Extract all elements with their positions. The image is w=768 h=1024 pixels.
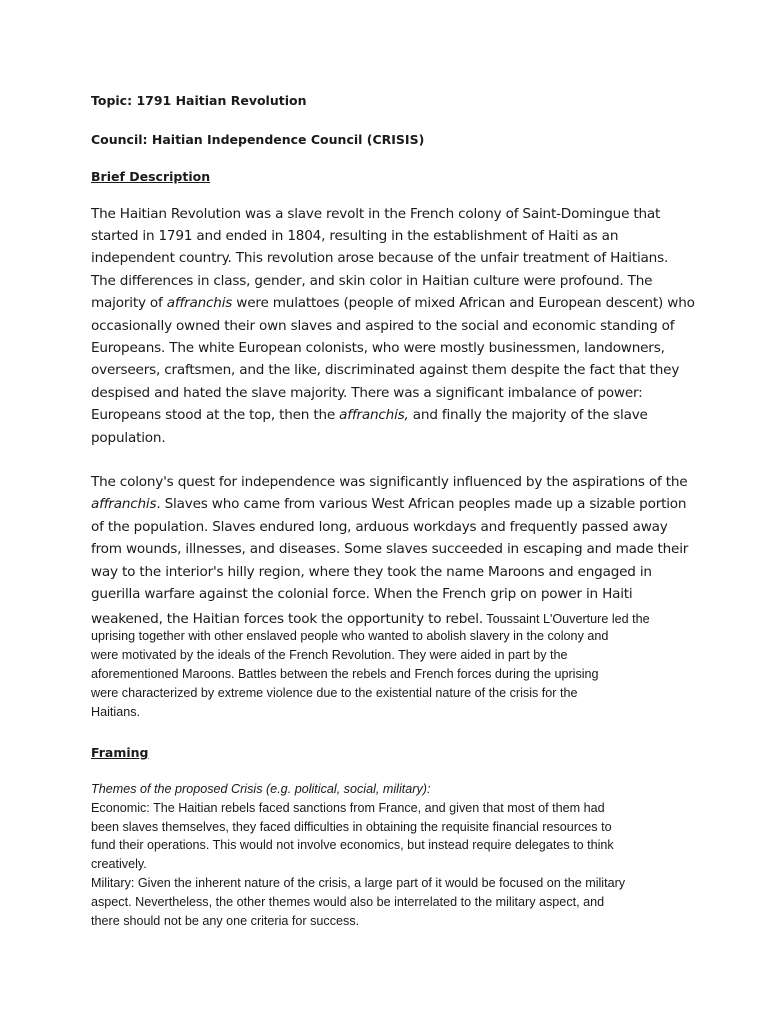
text-run: majority of xyxy=(91,295,167,311)
p2-line: The colony's quest for independence was significantly influenced by the aspirations of the xyxy=(91,474,688,490)
economic-line: creatively. xyxy=(91,857,147,871)
italic-term: affranchis xyxy=(166,295,233,311)
military-line: Military: Given the inherent nature of the crisis, a large part of it would be focused on the military xyxy=(91,876,626,890)
p1-line: overseers, craftsmen, and the like, discriminated against them despite the fact that they xyxy=(91,362,680,378)
brief-description-heading: Brief Description xyxy=(91,169,211,184)
p1-line: The Haitian Revolution was a slave revolt in the French colony of Saint-Domingue that xyxy=(91,206,661,222)
p1-line xyxy=(91,407,648,423)
italic-term: affranchis xyxy=(91,496,157,512)
text-run: were mulattoes (people of mixed African and European descent) who xyxy=(232,295,695,311)
themes-line: Themes of the proposed Crisis (e.g. political, social, military): xyxy=(91,782,431,796)
p1-line: started in 1791 and ended in 1804, resulting in the establishment of Haiti as an xyxy=(91,228,619,244)
p2-line: from wounds, illnesses, and diseases. Some slaves succeeded in escaping and made their xyxy=(91,541,689,557)
p1-line: Europeans. The white European colonists, who were mostly businessmen, landowners, xyxy=(91,340,665,356)
military-line: there should not be any one criteria for success. xyxy=(91,914,360,928)
framing-heading: Framing xyxy=(91,745,149,760)
italic-term: affranchis, xyxy=(339,407,409,423)
p2-line: were characterized by extreme violence due to the existential nature of the crisis for the xyxy=(91,686,578,700)
p2-line: way to the interior's hilly region, where they took the name Maroons and engaged in xyxy=(91,564,652,580)
military-line: aspect. Nevertheless, the other themes would also be interrelated to the military aspect, and xyxy=(91,895,605,909)
p2-line xyxy=(91,496,686,512)
economic-line: Economic: The Haitian rebels faced sanctions from France, and given that most of them had xyxy=(91,801,605,815)
p1-line: despised and hated the slave majority. There was a significant imbalance of power: xyxy=(91,385,643,401)
p2-line: aforementioned Maroons. Battles between the rebels and French forces during the uprising xyxy=(91,667,599,681)
text-run: . Slaves who came from various West African peoples made up a sizable portion xyxy=(156,496,687,512)
p1-line: independent country. This revolution arose because of the unfair treatment of Haitians. xyxy=(91,250,669,266)
economic-line: fund their operations. This would not involve economics, but instead require delegates to think xyxy=(91,838,614,852)
text-run: and finally the majority of the slave xyxy=(408,407,648,423)
p2-line: were motivated by the ideals of the French Revolution. They were aided in part by the xyxy=(91,648,568,662)
p2-line xyxy=(91,608,650,627)
council-line: Council: Haitian Independence Council (CRISIS) xyxy=(91,132,425,147)
economic-line: been slaves themselves, they faced difficulties in obtaining the requisite financial resources to xyxy=(91,820,612,834)
text-run: Europeans stood at the top, then the xyxy=(91,407,340,423)
p1-line: population. xyxy=(91,430,166,446)
p1-line: The differences in class, gender, and skin color in Haitian culture were profound. The xyxy=(91,273,653,289)
p2-line: of the population. Slaves endured long, arduous workdays and frequently passed away xyxy=(91,519,668,535)
p2-line: Haitians. xyxy=(91,705,140,719)
topic-line: Topic: 1791 Haitian Revolution xyxy=(91,93,307,108)
text-run: Toussaint L'Ouverture led the xyxy=(483,612,650,626)
text-run: weakened, the Haitian forces took the opportunity to rebel. xyxy=(91,611,483,627)
p1-line: occasionally owned their own slaves and aspired to the social and economic standing of xyxy=(91,318,675,334)
p1-line xyxy=(91,295,695,311)
p2-line: uprising together with other enslaved people who wanted to abolish slavery in the colony and xyxy=(91,629,609,643)
p2-line: guerilla warfare against the colonial force. When the French grip on power in Haiti xyxy=(91,586,633,602)
